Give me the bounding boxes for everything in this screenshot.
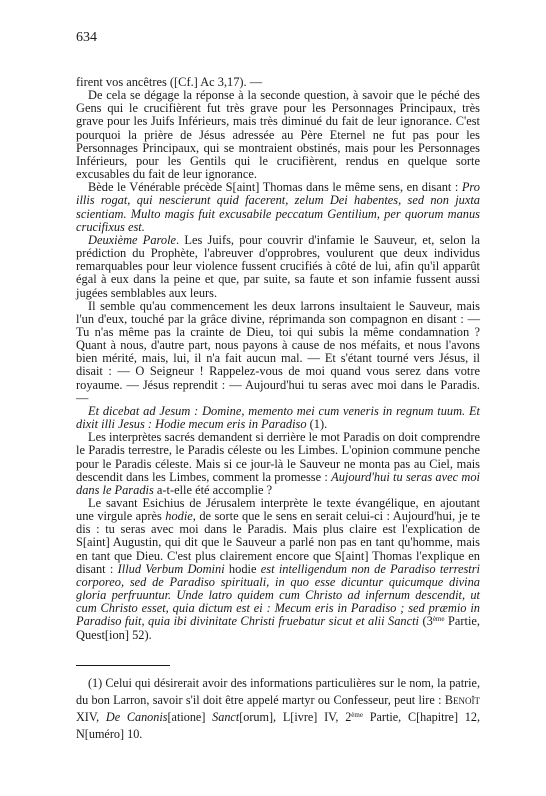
body-text bbox=[76, 76, 480, 642]
paragraph-7-end: a-t-elle été accomplie ? bbox=[153, 482, 273, 497]
latin-quote-gospel: Et dicebat ad Jesum : Domine, memento mei cum veneris in regnum tuum. Et dixit illi Jesus : Hodie mecum eris in Paradiso bbox=[76, 403, 480, 432]
latin-quote-thomas-1: Illud Verbum Domini bbox=[117, 561, 225, 576]
latin-quote-bede: Pro illis rogat, qui nescierunt quid facerent, zelum Dei habentes, sed non juxta scientiam. Multo magis fuit excusabile peccatum Gentilium, per quorum manus crucifixus est. bbox=[76, 180, 480, 234]
paragraph-3 bbox=[76, 181, 480, 234]
paragraph-7 bbox=[76, 431, 480, 497]
citation-superscript: ème bbox=[432, 615, 445, 624]
paragraph-7-quote: Aujourd'hui tu seras avec moi dans le Paradis bbox=[76, 469, 480, 497]
footnote-text-2: XIV, bbox=[76, 710, 106, 724]
citation-end: Partie, Quest[ion] 52). bbox=[76, 614, 480, 642]
paragraph-1: firent vos ancêtres ([Cf.] Ac 3,17). — bbox=[76, 75, 263, 89]
footnote-title-2: Sanct bbox=[212, 710, 240, 724]
citation-text: (3 bbox=[419, 614, 433, 629]
footnote-superscript: ème bbox=[351, 711, 363, 719]
paragraph-8-hodie-plain: hodie bbox=[224, 561, 261, 576]
paragraph-8-text: Le savant Esichius de Jérusalem interprète le texte évangélique, en ajoutant une virgule après bbox=[76, 496, 480, 524]
paragraph-4 bbox=[76, 234, 480, 300]
footnote-reference: (1). bbox=[306, 417, 328, 432]
footnote-text-3: [atione] bbox=[167, 710, 213, 724]
footnote-divider bbox=[76, 665, 170, 666]
footnote-text: (1) Celui qui désirerait avoir des informations particulières sur le nom, la patrie, du bon Larron, savoir s'il doit être appelé martyr ou Confesseur, peut lire : bbox=[76, 676, 480, 707]
footnote-text-5: Partie, C[hapitre] 12, N[uméro] 10. bbox=[76, 710, 481, 741]
paragraph-8-hodie: hodie bbox=[165, 509, 193, 524]
paragraph-3-text: Bède le Vénérable précède S[aint] Thomas dans le même sens, en disant : bbox=[88, 180, 462, 195]
latin-quote-thomas-2: est intelligendum non de Paradiso terrestri corporeo, sed de Paradiso spirituali, in quo esse dicuntur quicumque divina gloria perfruuntur. Unde latro quidem cum Christo ad infernum descendit, ut cum Christo esset, quia dictum est ei : Mecum eris in Paradiso ; sed præmio in Paradiso fuit, quia ibi divinitate Christi fruebatur sicut et alii Sancti bbox=[76, 561, 480, 629]
paragraph-6 bbox=[76, 405, 480, 431]
paragraph-7-text: Les interprètes sacrés demandent si derrière le mot Paradis on doit comprendre le Paradis terrestre, le Paradis céleste ou les Limbes. L'opinion commune penche pour le Paradis céleste. Mais si ce jour-là le Sauveur ne monta pas au Ciel, mais descendit dans les Limbes, comment la promesse : bbox=[76, 430, 480, 484]
footnote-1 bbox=[76, 675, 480, 743]
footnote bbox=[76, 675, 480, 743]
paragraph-8 bbox=[76, 497, 480, 642]
paragraph-2: De cela se dégage la réponse à la seconde question, à savoir que le péché des Gens qui le crucifièrent fut très grave pour les Personnages Principaux, très grave pour les Juifs Inférieurs, mais très diminué du fait de leur ignorance. C'est pourquoi la prière de Jésus adressée au Père Eternel ne fut pas pour les Personnages Principaux, qui se montraient obstinés, mais pour les Personnages Inférieurs, pour les Gentils qui le crucifièrent, rendus en quelque sorte excusables du fait de leur ignorance. bbox=[76, 88, 480, 182]
footnote-author: Benoît bbox=[444, 693, 480, 707]
section-heading-deuxieme-parole: Deuxième Parole bbox=[88, 232, 177, 247]
footnote-text-4: [orum], L[ivre] IV, 2 bbox=[239, 710, 352, 724]
paragraph-8-text-2: , de sorte que le sens en serait celui-ci : Aujourd'hui, je te dis : tu seras avec moi dans le Paradis. Mais plus claire est l'explication de S[aint] Augustin, qui dit que le Sauveur a parlé non pas en tant qu'homme, mais en tant que Dieu. C'est plus clairement encore que S[aint] Thomas l'explique en disant : bbox=[76, 509, 481, 576]
footnote-title: De Canonis bbox=[105, 710, 168, 724]
paragraph-4-text: . Les Juifs, pour couvrir d'infamie le Sauveur, et, selon la prédiction du Prophète, l'abreuver d'opprobres, voulurent que deux individus remarquables pour leur violence fussent crucifiés à côté de lui, afin qu'il apparût égal à eux dans la peine et que, par suite, sa faute et son infamie fussent aussi jugées semblables aux leurs. bbox=[76, 232, 480, 300]
paragraph-5: Il semble qu'au commencement les deux larrons insultaient le Sauveur, mais l'un d'eux, touché par la grâce divine, réprimanda son compagnon en disant : — Tu n'as même pas la crainte de Dieu, toi qui subis la même condamnation ? Quant à nous, d'autre part, nous payons à cause de nos méfaits, et nous l'avons bien mérité, mais, lui, il n'a fait aucun mal. — Et s'étant tourné vers Jésus, il disait : — O Seigneur ! Rappelez-vous de moi quand vous serez dans votre royaume. — Jésus reprendit : — Aujourd'hui tu seras avec moi dans le Paradis. — bbox=[76, 298, 480, 405]
page-number: 634 bbox=[76, 30, 97, 45]
